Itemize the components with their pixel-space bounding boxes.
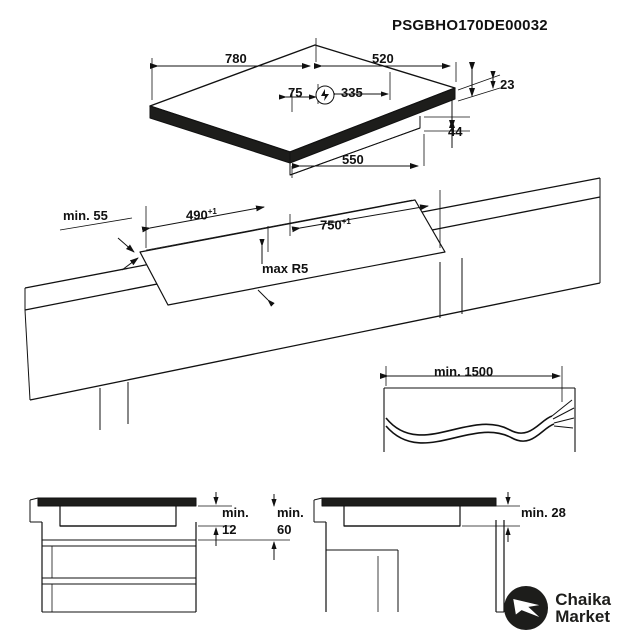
drawing-code: PSGBHO170DE00032 — [392, 17, 548, 34]
dim-clearance-12-line2: 12 — [222, 522, 237, 537]
dim-cutout-width — [320, 218, 351, 233]
dim-cutout-depth-value: 490 — [186, 207, 208, 223]
chaika-bird-icon — [504, 586, 548, 630]
dim-cutout-front-min: min. 55 — [63, 208, 108, 223]
dim-clearance-60-line2: 60 — [277, 522, 292, 537]
watermark-line2: Market — [555, 607, 611, 626]
dim-hob-offset-center: 335 — [341, 85, 363, 100]
watermark-text — [555, 591, 611, 626]
dim-hob-offset-small: 75 — [288, 85, 303, 100]
dim-cutout-width-value: 750 — [320, 217, 342, 233]
dim-hob-thickness: 23 — [500, 77, 515, 92]
dim-clearance-60-line1: min. — [277, 505, 304, 520]
dim-hob-bottom-width: 550 — [342, 152, 364, 167]
dim-hob-depth: 520 — [372, 51, 394, 66]
dim-hob-front-depth: 44 — [448, 124, 463, 139]
dim-hob-width: 780 — [225, 51, 247, 66]
watermark-line1: Chaika — [555, 589, 611, 609]
dim-clearance-12-line1: min. — [222, 505, 249, 520]
dim-cable-length: min. 1500 — [434, 364, 494, 379]
dim-cutout-width-tol: +1 — [341, 217, 351, 226]
dim-cutout-depth-tol: +1 — [207, 207, 217, 216]
dim-corner-radius: max R5 — [262, 261, 309, 276]
dim-clearance-28: min. 28 — [521, 505, 566, 520]
watermark — [504, 586, 611, 630]
dim-cutout-depth — [186, 208, 217, 223]
